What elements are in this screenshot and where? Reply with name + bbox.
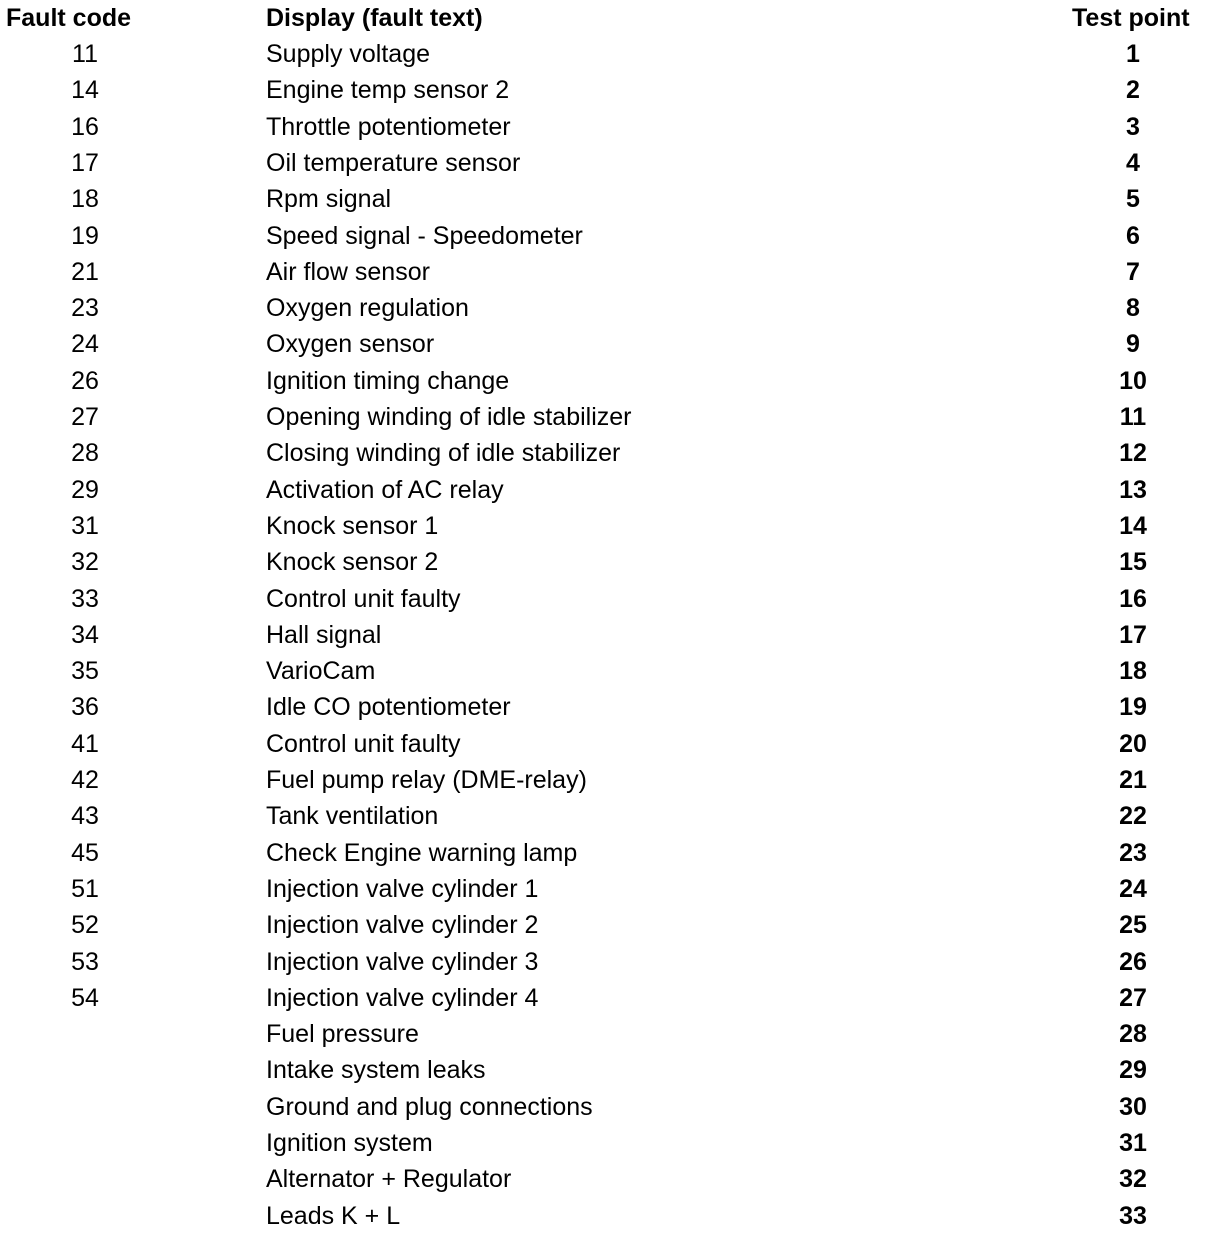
test-point-cell: 11 — [1119, 403, 1147, 431]
test-point-cell: 33 — [1119, 1201, 1147, 1230]
table-row — [0, 399, 1216, 435]
fault-text-cell: Throttle potentiometer — [266, 112, 511, 141]
fault-text-cell: Injection valve cylinder 2 — [266, 911, 539, 940]
fault-code-cell: 21 — [71, 257, 99, 286]
table-row — [0, 472, 1216, 508]
fault-text-cell: Control unit faulty — [266, 584, 461, 613]
fault-text-cell: Leads K + L — [266, 1201, 401, 1230]
table-row — [0, 36, 1216, 72]
fault-text-cell: Ground and plug connections — [266, 1092, 593, 1121]
fault-code-cell: 33 — [71, 584, 99, 613]
fault-text-cell: Ignition system — [266, 1129, 433, 1157]
fault-code-cell: 54 — [71, 983, 99, 1012]
table-row — [0, 581, 1216, 617]
fault-text-cell: Speed signal - Speedometer — [266, 221, 583, 250]
fault-code-cell: 31 — [71, 511, 99, 540]
fault-text-cell: Injection valve cylinder 4 — [266, 983, 539, 1012]
table-row — [0, 980, 1216, 1016]
table-row — [0, 798, 1216, 834]
table-row — [0, 1161, 1216, 1197]
test-point-cell: 3 — [1126, 112, 1140, 141]
test-point-cell: 23 — [1119, 838, 1147, 867]
table-row — [0, 1016, 1216, 1052]
test-point-cell: 32 — [1119, 1165, 1147, 1194]
fault-code-cell: 32 — [71, 548, 99, 577]
fault-code-cell: 45 — [71, 838, 99, 867]
fault-code-cell: 18 — [71, 185, 99, 214]
table-row — [0, 653, 1216, 689]
fault-text-cell: Hall signal — [266, 620, 382, 649]
test-point-cell: 15 — [1119, 548, 1147, 577]
fault-code-cell: 29 — [71, 475, 99, 504]
fault-text-cell: Alternator + Regulator — [266, 1165, 512, 1194]
fault-text-cell: Oxygen regulation — [266, 294, 469, 323]
test-point-cell: 1 — [1126, 40, 1140, 68]
fault-text-cell: VarioCam — [266, 657, 376, 686]
fault-text-cell: Engine temp sensor 2 — [266, 76, 510, 105]
test-point-cell: 7 — [1126, 257, 1140, 286]
table-row — [0, 835, 1216, 871]
fault-text-cell: Oxygen sensor — [266, 330, 435, 359]
test-point-cell: 27 — [1119, 983, 1147, 1012]
fault-text-cell: Idle CO potentiometer — [266, 693, 511, 722]
fault-code-cell: 42 — [71, 766, 99, 794]
fault-code-cell: 19 — [71, 221, 99, 250]
fault-code-cell: 24 — [71, 330, 99, 359]
table-row — [0, 762, 1216, 798]
test-point-cell: 22 — [1119, 802, 1147, 831]
fault-text-cell: Air flow sensor — [266, 257, 430, 286]
fault-code-cell: 27 — [71, 403, 99, 431]
test-point-cell: 17 — [1119, 620, 1147, 649]
test-point-cell: 4 — [1126, 148, 1140, 177]
test-point-cell: 2 — [1126, 76, 1140, 105]
test-point-cell: 6 — [1126, 221, 1140, 250]
fault-code-cell: 16 — [71, 112, 99, 141]
table-row — [0, 435, 1216, 471]
table-row — [0, 1089, 1216, 1125]
table-row — [0, 109, 1216, 145]
test-point-cell: 26 — [1119, 947, 1147, 976]
header-test-point: Test point — [1072, 4, 1190, 32]
table-row — [0, 145, 1216, 181]
fault-text-cell: Tank ventilation — [266, 802, 439, 831]
test-point-cell: 8 — [1126, 294, 1140, 323]
table-row — [0, 1052, 1216, 1088]
test-point-cell: 30 — [1119, 1092, 1147, 1121]
test-point-cell: 12 — [1119, 439, 1147, 468]
test-point-cell: 19 — [1119, 693, 1147, 722]
table-row — [0, 726, 1216, 762]
fault-code-cell: 23 — [71, 294, 99, 323]
header-fault-code: Fault code — [6, 4, 132, 32]
table-row — [0, 1125, 1216, 1161]
table-row — [0, 181, 1216, 217]
fault-text-cell: Knock sensor 1 — [266, 511, 439, 540]
test-point-cell: 10 — [1119, 366, 1147, 395]
table-header-row — [0, 0, 1216, 36]
fault-code-cell: 43 — [71, 802, 99, 831]
test-point-cell: 24 — [1119, 874, 1147, 903]
fault-text-cell: Rpm signal — [266, 185, 392, 214]
table-row — [0, 290, 1216, 326]
test-point-cell: 9 — [1126, 330, 1140, 359]
test-point-cell: 25 — [1119, 911, 1147, 940]
table-row — [0, 363, 1216, 399]
fault-code-cell: 41 — [71, 729, 99, 758]
test-point-cell: 31 — [1119, 1129, 1147, 1157]
fault-text-cell: Injection valve cylinder 3 — [266, 947, 539, 976]
fault-text-cell: Injection valve cylinder 1 — [266, 874, 539, 903]
fault-code-cell: 28 — [71, 439, 99, 468]
test-point-cell: 18 — [1119, 657, 1147, 686]
table-row — [0, 689, 1216, 725]
fault-text-cell: Activation of AC relay — [266, 475, 504, 504]
test-point-cell: 20 — [1119, 729, 1147, 758]
fault-text-cell: Intake system leaks — [266, 1056, 486, 1085]
fault-code-cell: 35 — [71, 657, 99, 686]
table-row — [0, 907, 1216, 943]
fault-text-cell: Fuel pressure — [266, 1020, 419, 1049]
fault-text-cell: Supply voltage — [266, 40, 431, 68]
fault-text-cell: Fuel pump relay (DME-relay) — [266, 766, 587, 794]
table-row — [0, 544, 1216, 580]
test-point-cell: 13 — [1119, 475, 1147, 504]
fault-text-cell: Closing winding of idle stabilizer — [266, 439, 621, 468]
fault-code-cell: 17 — [71, 148, 99, 177]
test-point-cell: 21 — [1119, 766, 1147, 794]
table-row — [0, 944, 1216, 980]
test-point-cell: 29 — [1119, 1056, 1147, 1085]
fault-text-cell: Opening winding of idle stabilizer — [266, 403, 632, 431]
test-point-cell: 5 — [1126, 185, 1140, 214]
fault-code-cell: 51 — [71, 874, 99, 903]
fault-text-cell: Oil temperature sensor — [266, 148, 521, 177]
fault-code-cell: 14 — [71, 76, 99, 105]
test-point-cell: 28 — [1119, 1020, 1147, 1049]
table-row — [0, 72, 1216, 108]
table-row — [0, 326, 1216, 362]
test-point-cell: 16 — [1119, 584, 1147, 613]
fault-code-cell: 36 — [71, 693, 99, 722]
fault-code-cell: 52 — [71, 911, 99, 940]
fault-text-cell: Knock sensor 2 — [266, 548, 439, 577]
fault-code-cell: 11 — [72, 40, 98, 68]
header-display: Display (fault text) — [266, 4, 483, 32]
fault-code-cell: 53 — [71, 947, 99, 976]
table-row — [0, 871, 1216, 907]
fault-text-cell: Control unit faulty — [266, 729, 461, 758]
table-row — [0, 508, 1216, 544]
table-row — [0, 254, 1216, 290]
table-row — [0, 218, 1216, 254]
fault-text-cell: Check Engine warning lamp — [266, 838, 578, 867]
table-row — [0, 1198, 1216, 1234]
fault-text-cell: Ignition timing change — [266, 366, 510, 395]
fault-code-cell: 26 — [71, 366, 99, 395]
table-row — [0, 617, 1216, 653]
fault-code-cell: 34 — [71, 620, 99, 649]
test-point-cell: 14 — [1119, 511, 1147, 540]
